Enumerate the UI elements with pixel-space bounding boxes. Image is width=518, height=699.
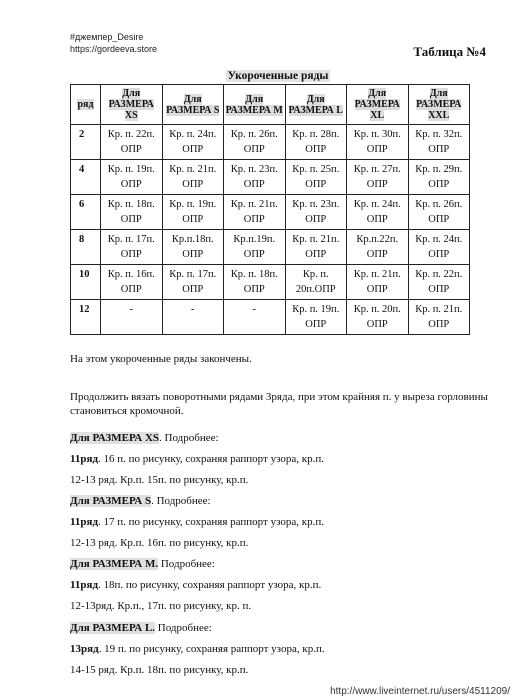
row-instruction: 12-13 ряд. Кр.п. 16п. по рисунку, кр.п.: [70, 537, 249, 549]
table-cell: Кр. п. 19п. ОПР: [101, 160, 163, 195]
table-cell: Кр. п. 27п. ОПР: [347, 160, 409, 195]
table-cell: Кр. п. 29п. ОПР: [408, 160, 470, 195]
table-cell: -: [101, 300, 163, 335]
watermark-url: http://www.liveinternet.ru/users/4511209/: [330, 686, 510, 697]
row-number: 6: [71, 195, 101, 230]
short-rows-table: [70, 84, 470, 335]
header-row-label: ряд: [71, 85, 101, 125]
row-label: 13ряд: [70, 643, 99, 655]
table-cell: Кр.п.18п. ОПР: [162, 230, 224, 265]
row-number: 8: [71, 230, 101, 265]
table-label: Таблица №4: [413, 44, 486, 59]
table-row: [71, 265, 470, 300]
table-cell: Кр. п. 18п. ОПР: [101, 195, 163, 230]
row-instruction: [70, 578, 490, 592]
header-size-xl: Для РАЗМЕРА XL: [347, 85, 409, 125]
table-cell: Кр.п.19п. ОПР: [224, 230, 286, 265]
row-instruction: 12-13 ряд. Кр.п. 15п. по рисунку, кр.п.: [70, 474, 249, 486]
table-cell: Кр. п. 32п. ОПР: [408, 125, 470, 160]
table-title-text: Укороченные ряды: [227, 70, 329, 82]
row-instruction: 12-13ряд. Кр.п., 17п. по рисунку, кр. п.: [70, 600, 252, 612]
header-size-xxl: Для РАЗМЕРА XXL: [408, 85, 470, 125]
table-cell: Кр. п. 25п. ОПР: [285, 160, 347, 195]
intro-paragraph: Продолжить вязать поворотными рядами 3ряда, при этом крайняя п. у выреза горловины становиться кромочной.: [70, 391, 488, 417]
size-label: Для РАЗМЕРА L.: [70, 622, 156, 634]
table-cell: -: [224, 300, 286, 335]
table-cell: Кр. п. 17п. ОПР: [101, 230, 163, 265]
row-text: . 17 п. по рисунку, сохраняя раппорт узора, кр.п.: [98, 516, 324, 528]
table-cell: Кр. п. 21п. ОПР: [408, 300, 470, 335]
table-cell: Кр. п. 17п. ОПР: [162, 265, 224, 300]
table-cell: Кр. п. 23п. ОПР: [224, 160, 286, 195]
table-cell: Кр. п. 16п. ОПР: [101, 265, 163, 300]
row-label: 11ряд: [70, 453, 99, 465]
size-heading-s: [70, 494, 490, 508]
row-instruction: [70, 642, 490, 656]
header-size-s: Для РАЗМЕРА S: [162, 85, 224, 125]
table-cell: Кр. п. 26п. ОПР: [408, 195, 470, 230]
table-cell: Кр. п. 24п. ОПР: [408, 230, 470, 265]
row-label: 11ряд: [70, 516, 99, 528]
row-instruction: [70, 452, 490, 466]
table-cell: Кр. п. 20п.ОПР: [285, 265, 347, 300]
row-number: 4: [71, 160, 101, 195]
size-heading-xs: [70, 431, 490, 445]
table-title: [70, 66, 486, 84]
table-cell: Кр. п. 24п. ОПР: [162, 125, 224, 160]
row-text: . 16 п. по рисунку, сохраняя раппорт узора, кр.п.: [98, 453, 324, 465]
table-cell: Кр. п. 20п. ОПР: [347, 300, 409, 335]
table-cell: Кр.п.22п. ОПР: [347, 230, 409, 265]
size-heading-l: [70, 621, 490, 635]
table-cell: Кр. п. 24п. ОПР: [347, 195, 409, 230]
row-instruction: [70, 515, 490, 529]
table-row: [71, 160, 470, 195]
table-cell: Кр. п. 21п. ОПР: [347, 265, 409, 300]
table-cell: Кр. п. 21п. ОПР: [224, 195, 286, 230]
table-row: [71, 195, 470, 230]
more-text: Подробнее:: [155, 622, 212, 634]
header-size-xs: Для РАЗМЕРА XS: [101, 85, 163, 125]
site-url[interactable]: https://gordeeva.store: [70, 44, 158, 54]
table-row: [71, 230, 470, 265]
row-number: 12: [71, 300, 101, 335]
row-number: 10: [71, 265, 101, 300]
size-label: Для РАЗМЕРА XS: [70, 432, 160, 444]
table-cell: Кр. п. 30п. ОПР: [347, 125, 409, 160]
table-header-row: [71, 85, 470, 125]
header-size-l: Для РАЗМЕРА L: [285, 85, 347, 125]
size-heading-m: [70, 557, 490, 571]
table-cell: -: [162, 300, 224, 335]
row-text: . 19 п. по рисунку, сохраняя раппорт узора, кр.п.: [98, 643, 325, 655]
table-end-note: На этом укороченные ряды закончены.: [70, 353, 252, 365]
table-row: [71, 125, 470, 160]
table-cell: Кр. п. 21п. ОПР: [285, 230, 347, 265]
row-label: 11ряд: [70, 579, 99, 591]
more-text: . Подробнее:: [159, 432, 219, 444]
size-label: Для РАЗМЕРА S: [70, 495, 152, 507]
table-cell: Кр. п. 26п. ОПР: [224, 125, 286, 160]
table-cell: Кр. п. 22п. ОПР: [101, 125, 163, 160]
more-text: . Подробнее:: [151, 495, 211, 507]
table-cell: Кр. п. 21п. ОПР: [162, 160, 224, 195]
header-size-m: Для РАЗМЕРА M: [224, 85, 286, 125]
row-text: . 18п. по рисунку, сохраняя раппорт узора, кр.п.: [98, 579, 322, 591]
table-cell: Кр. п. 19п. ОПР: [162, 195, 224, 230]
row-number: 2: [71, 125, 101, 160]
table-row: [71, 300, 470, 335]
table-cell: Кр. п. 18п. ОПР: [224, 265, 286, 300]
size-label: Для РАЗМЕРА M.: [70, 558, 159, 570]
hashtag: #джемпер_Desire: [70, 32, 144, 42]
row-instruction: 14-15 ряд. Кр.п. 18п. по рисунку, кр.п.: [70, 664, 249, 676]
more-text: Подробнее:: [158, 558, 215, 570]
table-cell: Кр. п. 22п. ОПР: [408, 265, 470, 300]
table-cell: Кр. п. 23п. ОПР: [285, 195, 347, 230]
table-cell: Кр. п. 28п. ОПР: [285, 125, 347, 160]
table-cell: Кр. п. 19п. ОПР: [285, 300, 347, 335]
